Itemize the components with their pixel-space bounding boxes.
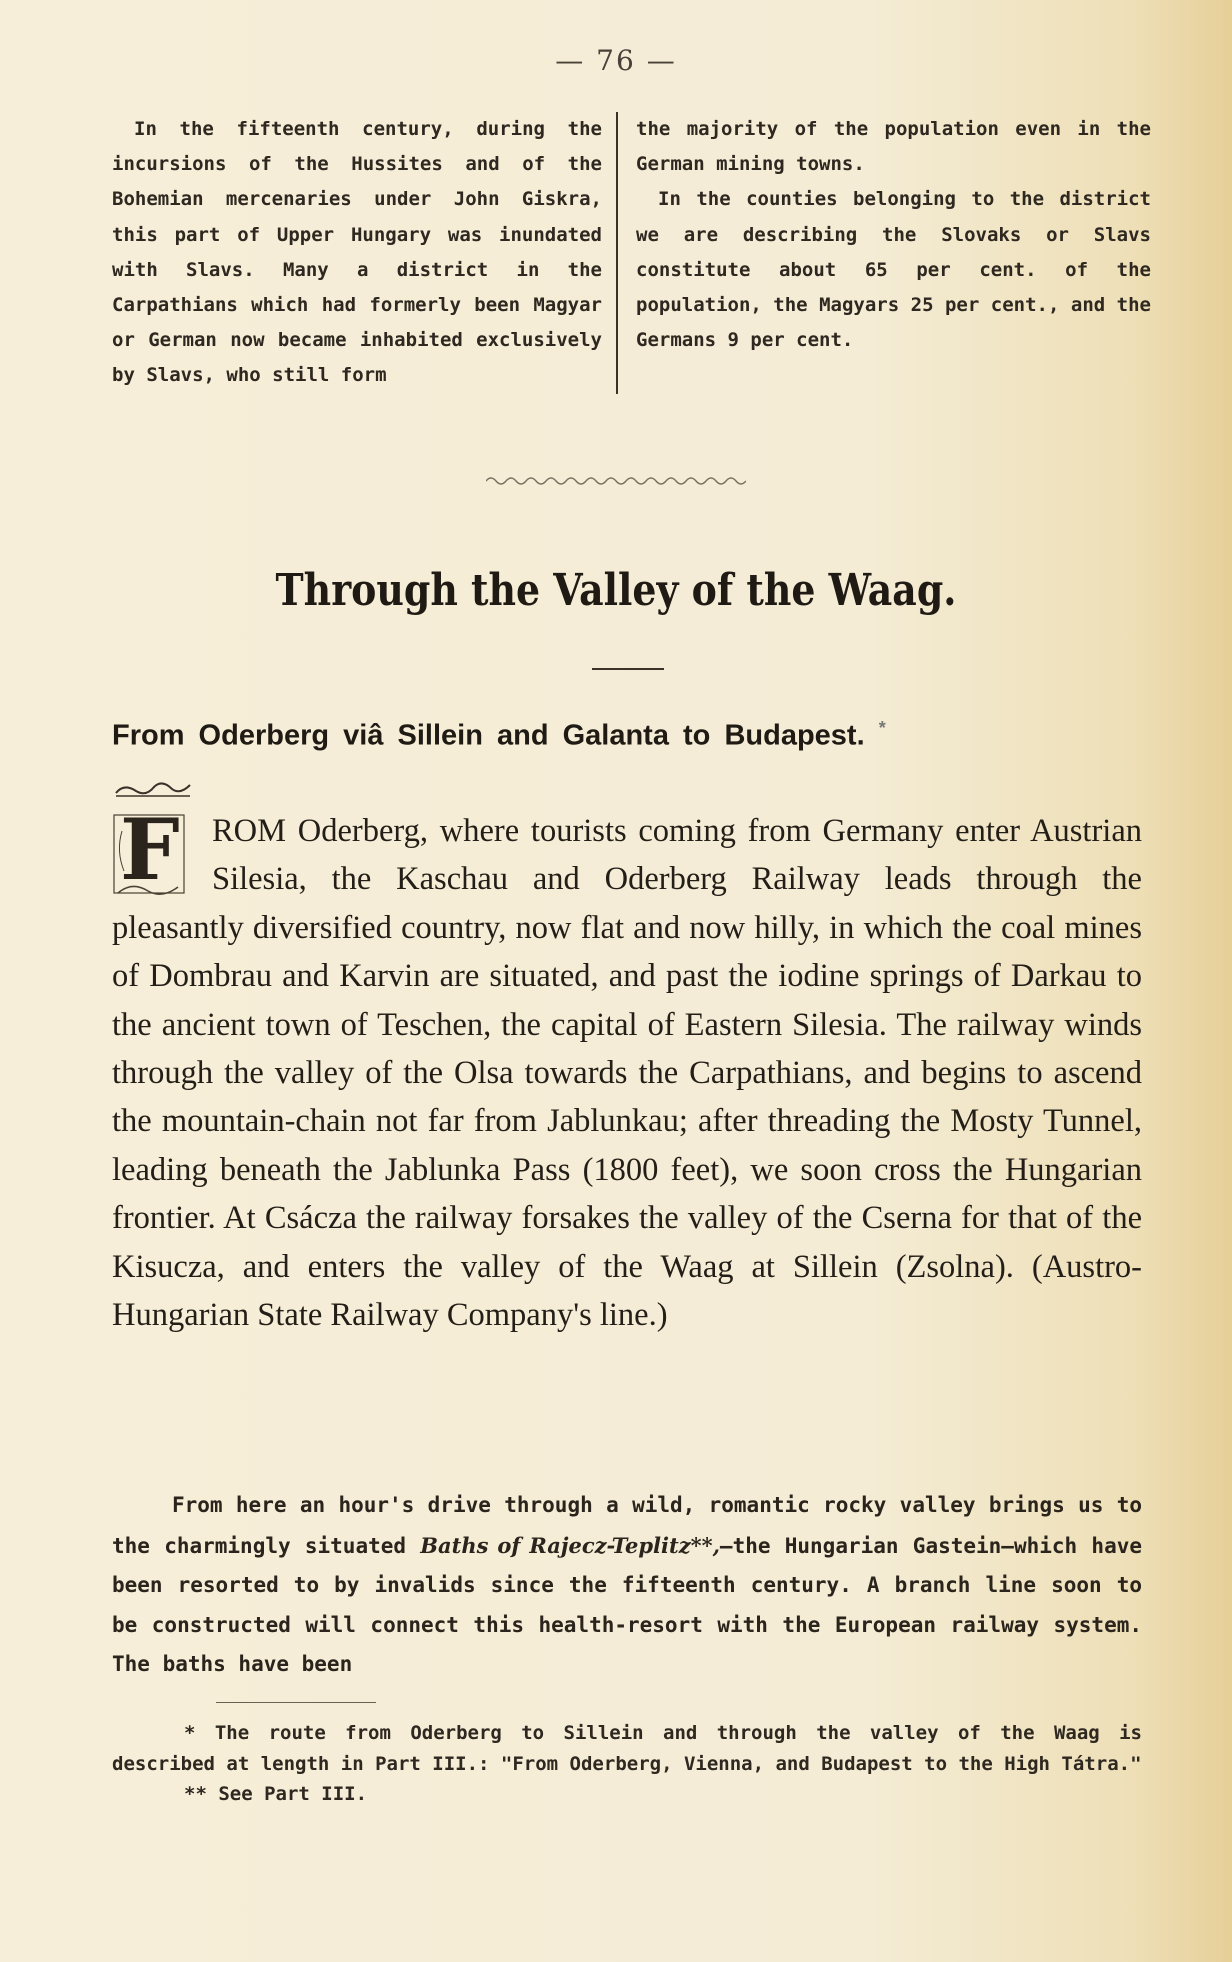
- main-text: [112, 800, 1142, 1339]
- right-column-paragraph-2: In the counties belonging to the district we are describing the Slovaks or Slavs constitute about 65 per cent. of the population, the Magyars 25 per cent., and the Germans 9 per cent.: [636, 188, 1151, 352]
- top-two-column-text: [112, 112, 1152, 394]
- subtitle-footnote-mark: *: [878, 718, 886, 738]
- drop-cap: [112, 800, 202, 901]
- main-paragraph: ROM Oderberg, where tourists coming from Germany enter Austrian Silesia, the Kaschau and Oderberg Railway leads through the pleasantly diversified country, now flat and now hilly, in which the coal mines of Dombrau and Karvin are situated, and past the iodine springs of Darkau to the ancient town of Teschen, the capital of Eastern Silesia. The railway winds through the valley of the Olsa towards the Carpathians, and begins to ascend the mountain-chain not far from Jablunkau; after threading the Mosty Tunnel, leading beneath the Jablunka Pass (1800 feet), we soon cross the Hungarian frontier. At Csácza the railway forsakes the valley of the Cserna for that of the Kisucza, and enters the valley of the Waag at Sillein (Zsolna). (Austro-Hungarian State Railway Company's line.): [112, 813, 1142, 1334]
- continuation-text-end: —the Hungarian Gastein—which have been resorted to by invalids since the fifteenth century. A branch line soon to be constructed will connect this health-resort with the European railway system. The baths have been: [112, 1533, 1142, 1676]
- footnote-separator: [216, 1702, 376, 1703]
- footnote-2: ** See Part III.: [184, 1783, 368, 1805]
- left-column-paragraph: In the fifteenth century, during the incursions of the Hussites and of the Bohemian mercenaries under John Giskra, this part of Upper Hungary was inundated with Slavs. Many a district in the Carpathians which had formerly been Magyar or German now became inhabited exclusively by Slavs, who still form: [112, 118, 602, 387]
- decorative-wave-divider: [0, 472, 1232, 491]
- footnotes: [112, 1718, 1142, 1810]
- ornament-swirl-icon: [114, 777, 194, 799]
- section-subtitle-text: From Oderberg viâ Sillein and Galanta to Budapest.: [112, 719, 865, 752]
- left-column: [112, 112, 618, 394]
- continuation-text-start: From here an hour's drive through a wild, romantic rocky valley brings us to the charmingly situated: [112, 1493, 1142, 1558]
- title-underline: [592, 668, 664, 670]
- right-column-paragraph-1: the majority of the population even in the German mining towns.: [636, 118, 1151, 176]
- chapter-title: Through the Valley of the Waag.: [275, 565, 957, 616]
- section-subtitle: [112, 718, 1152, 753]
- continuation-paragraph: [112, 1486, 1142, 1685]
- drop-cap-letter: F: [120, 800, 180, 899]
- page-number: — 76 —: [555, 44, 677, 77]
- continuation-text-italic: Baths of Rajecz-Teplitz**,: [420, 1532, 720, 1558]
- right-column: [618, 112, 1151, 394]
- footnote-1: * The route from Oderberg to Sillein and through the valley of the Waag is described at length in Part III.: "From Oderberg, Vienna, and Budapest to the High Tátra.": [112, 1722, 1142, 1775]
